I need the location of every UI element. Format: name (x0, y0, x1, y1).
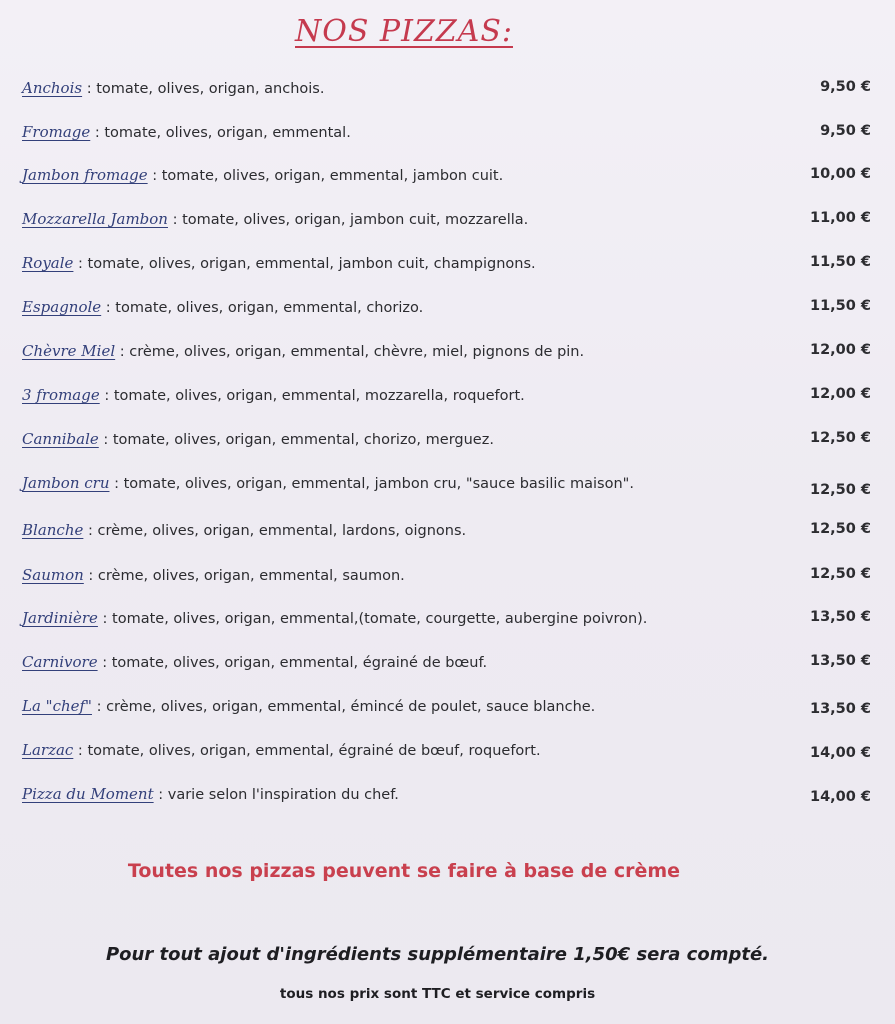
pizza-ingredients: crème, olives, origan, emmental, lardons, oignons. (97, 523, 467, 539)
pizza-price: 12,50 € (809, 482, 871, 498)
pizza-price: 12,50 € (809, 430, 871, 446)
pizza-ingredients: tomate, olives, origan, jambon cuit, mozzarella. (182, 212, 529, 228)
pizza-ingredients: tomate, olives, origan, emmental, mozzarella, roquefort. (113, 388, 525, 404)
pizza-price: 14,00 € (809, 745, 871, 761)
menu-title: NOS PIZZAS: (295, 14, 513, 49)
pizza-name: Mozzarella Jambon (22, 210, 168, 228)
pizza-item: 3 fromage : tomate, olives, origan, emmental, mozzarella, roquefort. 12,00 € (22, 386, 871, 404)
pizza-price: 13,50 € (809, 701, 871, 717)
supplement-note: Pour tout ajout d'ingrédients supplémentaire 1,50€ sera compté. (105, 944, 770, 965)
ttc-note: tous nos prix sont TTC et service compris (279, 986, 596, 1002)
pizza-ingredients: tomate, olives, origan, emmental, jambon cuit, champignons. (87, 256, 536, 272)
pizza-item: Fromage : tomate, olives, origan, emmental. 9,50 € (22, 123, 871, 141)
pizza-name: Jambon fromage (22, 166, 148, 184)
pizza-item: Mozzarella Jambon : tomate, olives, origan, jambon cuit, mozzarella. 11,00 € (22, 210, 871, 228)
pizza-ingredients: varie selon l'inspiration du chef. (167, 787, 399, 803)
pizza-name: 3 fromage (22, 386, 100, 404)
pizza-ingredients: tomate, olives, origan, emmental. (104, 125, 351, 141)
pizza-ingredients: tomate, olives, origan, emmental, égrainé de bœuf, roquefort. (87, 743, 541, 759)
pizza-ingredients: tomate, olives, origan, emmental,(tomate, courgette, aubergine poivron). (112, 611, 648, 627)
pizza-price: 12,00 € (809, 386, 871, 402)
pizza-item: Pizza du Moment : varie selon l'inspiration du chef. 14,00 € (22, 785, 871, 805)
pizza-item: Jambon fromage : tomate, olives, origan, emmental, jambon cuit. 10,00 € (22, 166, 871, 184)
pizza-price: 11,50 € (809, 298, 871, 314)
pizza-name: Fromage (22, 123, 91, 141)
pizza-ingredients: crème, olives, origan, emmental, saumon. (97, 568, 405, 584)
pizza-name: Pizza du Moment (22, 785, 154, 803)
pizza-ingredients: crème, olives, origan, emmental, chèvre, miel, pignons de pin. (129, 344, 585, 360)
pizza-name: Carnivore (22, 653, 98, 671)
pizza-price: 13,50 € (809, 653, 871, 669)
pizza-item: Cannibale : tomate, olives, origan, emmental, chorizo, merguez. 12,50 € (22, 430, 871, 448)
pizza-item: Jambon cru : tomate, olives, origan, emmental, jambon cru, "sauce basilic maison". 12,50 € (22, 474, 871, 498)
pizza-name: Royale (22, 254, 74, 272)
pizza-price: 11,50 € (809, 254, 871, 270)
pizza-name: Anchois (22, 79, 83, 97)
pizza-item: Anchois : tomate, olives, origan, anchois. 9,50 € (22, 79, 871, 97)
pizza-price: 12,50 € (809, 566, 871, 582)
pizza-ingredients: tomate, olives, origan, emmental, chorizo. (115, 300, 424, 316)
pizza-ingredients: tomate, olives, origan, emmental, chorizo, merguez. (112, 432, 494, 448)
pizza-item: Blanche : crème, olives, origan, emmental, lardons, oignons. 12,50 € (22, 521, 871, 539)
pizza-item: Royale : tomate, olives, origan, emmental, jambon cuit, champignons. 11,50 € (22, 254, 871, 272)
pizza-item: La "chef" : crème, olives, origan, emmental, émincé de poulet, sauce blanche. 13,50 € (22, 697, 871, 717)
pizza-item: Jardinière : tomate, olives, origan, emmental,(tomate, courgette, aubergine poivron). 13,50 € (22, 609, 871, 627)
pizza-item: Saumon : crème, olives, origan, emmental, saumon. 12,50 € (22, 566, 871, 584)
pizza-ingredients: crème, olives, origan, emmental, émincé de poulet, sauce blanche. (106, 699, 596, 715)
pizza-ingredients: tomate, olives, origan, emmental, égrainé de bœuf. (111, 655, 488, 671)
pizza-price: 9,50 € (820, 123, 871, 139)
pizza-name: Larzac (22, 741, 74, 759)
pizza-price: 14,00 € (809, 789, 871, 805)
pizza-ingredients: tomate, olives, origan, emmental, jambon cru, "sauce basilic maison". (123, 476, 634, 492)
pizza-item: Carnivore : tomate, olives, origan, emmental, égrainé de bœuf. 13,50 € (22, 653, 871, 671)
creme-base-note: Toutes nos pizzas peuvent se faire à base de crème (127, 860, 681, 882)
pizza-name: Blanche (22, 521, 84, 539)
pizza-item: Larzac : tomate, olives, origan, emmental, égrainé de bœuf, roquefort. 14,00 € (22, 741, 871, 761)
pizza-name: Jambon cru (22, 474, 110, 492)
pizza-name: Chèvre Miel (22, 342, 116, 360)
pizza-item: Chèvre Miel : crème, olives, origan, emmental, chèvre, miel, pignons de pin. 12,00 € (22, 342, 871, 360)
pizza-price: 11,00 € (809, 210, 871, 226)
pizza-price: 9,50 € (820, 79, 871, 95)
pizza-item: Espagnole : tomate, olives, origan, emmental, chorizo. 11,50 € (22, 298, 871, 316)
pizza-price: 12,00 € (809, 342, 871, 358)
pizza-name: Saumon (22, 566, 84, 584)
pizza-price: 12,50 € (809, 521, 871, 537)
pizza-ingredients: tomate, olives, origan, anchois. (96, 81, 325, 97)
pizza-name: Jardinière (22, 609, 98, 627)
pizza-ingredients: tomate, olives, origan, emmental, jambon cuit. (161, 168, 504, 184)
pizza-name: Espagnole (22, 298, 102, 316)
pizza-name: Cannibale (22, 430, 99, 448)
pizza-price: 13,50 € (809, 609, 871, 625)
pizza-price: 10,00 € (809, 166, 871, 182)
pizza-name: La "chef" (22, 697, 92, 715)
